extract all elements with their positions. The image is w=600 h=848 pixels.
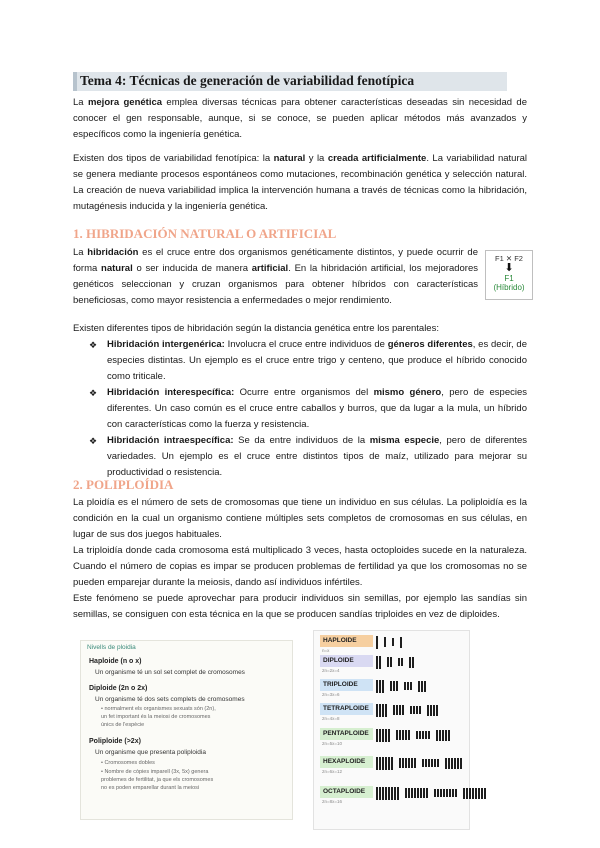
- chromosome: [445, 758, 447, 769]
- poliploide-bullet: • Cromosomes dobles: [101, 760, 155, 766]
- chromosome: [442, 730, 444, 741]
- chromosome: [390, 681, 392, 691]
- poliploide-bullet: problemes de fertilitat, ja que els cromosomes: [101, 777, 214, 783]
- chromosome: [392, 638, 394, 646]
- chromosome: [405, 788, 407, 798]
- chromosome: [428, 759, 430, 767]
- page-title: Tema 4: Técnicas de generación de variabilidad fenotípica: [80, 73, 415, 88]
- chromosome-row-hexaploide: [376, 756, 465, 770]
- chromosome: [460, 758, 462, 769]
- chromosome-group: [390, 681, 398, 691]
- chromosome: [394, 787, 396, 800]
- hibridacion-types-intro: Existen diferentes tipos de hibridación según la distancia genética entre los parentales:: [73, 323, 439, 334]
- chromosome: [426, 788, 428, 798]
- chromosome: [425, 731, 427, 739]
- chromosome: [449, 789, 451, 797]
- title-accent: [73, 72, 77, 91]
- chromosome: [439, 730, 441, 741]
- chromosome: [410, 706, 412, 714]
- chromosome: [391, 757, 393, 770]
- chromosome: [443, 789, 445, 797]
- chromosome: [414, 788, 416, 798]
- chromosome: [408, 758, 410, 768]
- chromosome: [396, 681, 398, 691]
- list-item: ❖ Hibridación interespecífica: Ocurre entre organismos del mismo género, pero de especies diferentes. Un caso común es el cruce entre caballos y burros, que da lugar a la mula, un híbrido con características como la fuerza y resistencia.: [89, 387, 527, 430]
- chromosome: [387, 657, 389, 667]
- chromosome: [420, 788, 422, 798]
- ploidy-label-diploide: DIPLOIDE: [320, 655, 373, 667]
- ploidy-sub-pentaploide: 2n=5x=10: [322, 741, 343, 746]
- ploidy-label-octaploide: OCTAPLOIDE: [320, 786, 373, 798]
- chromosome: [436, 730, 438, 741]
- chromosome-group: [396, 730, 410, 740]
- chromosome: [385, 787, 387, 800]
- chromosome: [376, 680, 378, 693]
- chromosome: [430, 705, 432, 716]
- diamond-bullet-icon: ❖: [89, 436, 98, 446]
- diploide-bullet: únics de l'espècie: [101, 722, 145, 728]
- chromosome: [478, 788, 480, 799]
- chromosome: [382, 704, 384, 717]
- chromosome: [434, 759, 436, 767]
- chromosome: [424, 681, 426, 692]
- chromosome: [433, 705, 435, 716]
- chromosome: [398, 658, 400, 666]
- poliploide-title: Poliploide (>2x): [89, 738, 141, 745]
- chromosome: [393, 681, 395, 691]
- section-heading-hibridacion: 1. HIBRIDACIÓN NATURAL O ARTIFICIAL: [73, 226, 337, 241]
- chromosome: [419, 731, 421, 739]
- ploidy-label-pentaploide: PENTAPLOIDE: [320, 728, 373, 740]
- chromosome-group: [399, 758, 416, 768]
- chromosome: [384, 637, 386, 647]
- chromosome: [431, 759, 433, 767]
- chromosome-group: [445, 758, 462, 769]
- chromosome: [382, 787, 384, 800]
- chromosome: [437, 789, 439, 797]
- ploidy-sub-hexaploide: 2n=6x=12: [322, 769, 343, 774]
- chromosome: [376, 729, 378, 742]
- chromosome-row-triploide: [376, 679, 429, 693]
- chromosome: [376, 757, 378, 770]
- chromosome: [379, 787, 381, 800]
- chromosome: [423, 788, 425, 798]
- ploidy-sub-haploide: n=x: [322, 648, 330, 653]
- chromosome-group: [427, 705, 438, 716]
- chromosome-group: [392, 638, 394, 646]
- chromosome: [408, 788, 410, 798]
- ploidy-label-hexaploide: HEXAPLOIDE: [320, 756, 373, 768]
- chromosome-group: [405, 788, 428, 798]
- chromosome: [385, 704, 387, 717]
- ploidy-label-tetraploide: TETRAPLOIDE: [320, 703, 373, 715]
- chromosome-row-tetraploide: [376, 703, 441, 717]
- chromosome: [379, 729, 381, 742]
- chromosome-group: [387, 657, 392, 667]
- chromosome-group: [410, 706, 421, 714]
- chromosome: [390, 657, 392, 667]
- chromosome: [410, 682, 412, 690]
- diploide-title: Diploide (2n o 2x): [89, 685, 148, 692]
- chromosome: [451, 758, 453, 769]
- down-arrow-icon: ⬇: [504, 262, 514, 274]
- diploide-bullet: • normalment els organismes sexuats són (2n),: [101, 706, 216, 712]
- chromosome: [484, 788, 486, 799]
- chromosome-group: [376, 704, 387, 717]
- chromosome-group: [376, 656, 381, 669]
- chromosome-row-diploide: [376, 655, 417, 669]
- chromosome: [399, 705, 401, 715]
- list-item: ❖ Hibridación intraespecífica: Se da entre individuos de la misma especie, pero de diferentes variedades. Un ejemplo es el cruce entre distintos tipos de maíz, utilizado para mejorar su productividad o resistencia.: [89, 435, 528, 478]
- chromosome: [379, 757, 381, 770]
- list-item: ❖ Hibridación intergenérica: Involucra el cruce entre individuos de géneros diferentes, es decir, de especies distintas. Un ejemplo es el cruce entre trigo y centeno, que produce el híbrido conocido como triticale.: [89, 339, 527, 382]
- chromosome: [376, 636, 378, 649]
- ploidy-chromosome-figure: [313, 630, 470, 830]
- chromosome: [481, 788, 483, 799]
- chromosome: [388, 757, 390, 770]
- chromosome: [393, 705, 395, 715]
- chromosome: [427, 705, 429, 716]
- chromosome: [379, 656, 381, 669]
- haploide-desc: Un organisme té un sol set complet de cromosomes: [95, 669, 245, 676]
- hibridacion-types-list: [89, 337, 528, 481]
- chromosome: [437, 759, 439, 767]
- chromosome: [463, 788, 465, 799]
- chromosome: [436, 705, 438, 716]
- chromosome: [405, 730, 407, 740]
- chromosome: [382, 729, 384, 742]
- chromosome: [396, 730, 398, 740]
- chromosome: [385, 729, 387, 742]
- hybrid-cross-diagram: [485, 250, 533, 300]
- chromosome: [407, 682, 409, 690]
- figure-heading: Nivells de ploidia: [87, 644, 136, 651]
- cross-offspring-sub: (Híbrido): [493, 283, 525, 292]
- chromosome: [475, 788, 477, 799]
- diamond-bullet-icon: ❖: [89, 340, 98, 350]
- chromosome: [405, 758, 407, 768]
- chromosome: [445, 730, 447, 741]
- chromosome-group: [376, 680, 384, 693]
- chromosome: [419, 706, 421, 714]
- cross-offspring-label: F1: [504, 274, 514, 283]
- chromosome: [416, 731, 418, 739]
- chromosome: [418, 681, 420, 692]
- chromosome-group: [398, 658, 403, 666]
- chromosome: [434, 789, 436, 797]
- chromosome: [402, 705, 404, 715]
- chromosome-group: [376, 787, 399, 800]
- intro-paragraph-1: La mejora genética emplea diversas técnicas para obtener características deseadas sin necesidad de conocer el gen responsable, aunque, si se conoce, se pueden aplicar métodos más avanzados y específicos como la ingeniería genética.: [73, 97, 527, 140]
- chromosome-group: [422, 759, 439, 767]
- chromosome: [399, 758, 401, 768]
- chromosome-group: [384, 637, 386, 647]
- chromosome: [379, 704, 381, 717]
- section-heading-poliploidia: 2. POLIPLOÍDIA: [73, 477, 174, 492]
- chromosome: [400, 637, 402, 648]
- poliploidia-paragraph-3: Este fenómeno se puede aprovechar para producir individuos sin semillas, por ejemplo las sandías sin semillas, se consiguen con esta técnica en la que se producen sandías triploides en vez de diploides.: [73, 593, 527, 620]
- chromosome-row-haploide: [376, 635, 405, 649]
- chromosome: [422, 731, 424, 739]
- chromosome: [422, 759, 424, 767]
- chromosome: [417, 788, 419, 798]
- chromosome: [455, 789, 457, 797]
- chromosome: [391, 787, 393, 800]
- chromosome: [448, 730, 450, 741]
- chromosome: [397, 787, 399, 800]
- chromosome: [440, 789, 442, 797]
- ploidy-label-haploide: HAPLOIDE: [320, 635, 373, 647]
- chromosome: [376, 656, 378, 669]
- chromosome: [413, 706, 415, 714]
- poliploide-bullet: • Nombre de còpies imparell (3x, 5x) genera: [101, 769, 209, 775]
- chromosome: [399, 730, 401, 740]
- chromosome: [376, 787, 378, 800]
- haploide-title: Haploide (n o x): [89, 658, 142, 665]
- poliploide-bullet: no es poden emparellar durant la meiosi: [101, 785, 200, 791]
- diamond-bullet-icon: ❖: [89, 388, 98, 398]
- chromosome: [408, 730, 410, 740]
- chromosome-group: [409, 657, 414, 668]
- hibridacion-paragraph: La hibridación es el cruce entre dos organismos genéticamente distintos, y puede ocurrir de forma natural o ser inducida de manera artificial. En la hibridación artificial, los mejoradores genéticos seleccionan y cruzan organismos para obtener híbridos con características beneficiosas, como mayor resistencia a enfermedades o mejor rendimiento.: [73, 247, 478, 306]
- chromosome: [472, 788, 474, 799]
- chromosome: [416, 706, 418, 714]
- chromosome: [428, 731, 430, 739]
- chromosome: [402, 758, 404, 768]
- cross-parents-label: F1 ✕ F2: [495, 254, 523, 263]
- diploide-bullet: un fet important és la meiosi de cromosomes: [101, 714, 211, 720]
- chromosome-group: [393, 705, 404, 715]
- chromosome: [421, 681, 423, 692]
- chromosome: [454, 758, 456, 769]
- ploidy-sub-tetraploide: 2n=4x=8: [322, 716, 340, 721]
- chromosome: [382, 680, 384, 693]
- chromosome: [457, 758, 459, 769]
- poliploidia-paragraph-1: La ploidía es el número de sets de cromosomas que tiene un individuo en sus células. La poliploidía es la condición en la cual un organismo contiene múltiples sets completos de cromosomas en sus células, en lugar de sus dos juegos habituales.: [73, 497, 527, 540]
- chromosome: [382, 757, 384, 770]
- chromosome: [412, 657, 414, 668]
- chromosome: [376, 704, 378, 717]
- chromosome: [466, 788, 468, 799]
- ploidy-sub-diploide: 2n=2x=4: [322, 668, 340, 673]
- chromosome-group: [434, 789, 457, 797]
- ploidy-levels-figure: [80, 640, 293, 820]
- intro-paragraph-2: Existen dos tipos de variabilidad fenotípica: la natural y la creada artificialmente. La variabilidad natural se genera mediante procesos espontáneos como mutaciones, recombinación genética y selección natural. La creación de nueva variabilidad implica la intervención humana a través de técnicas como la hibridación, mutagénesis inducida y la ingeniería genética.: [73, 153, 528, 212]
- chromosome: [414, 758, 416, 768]
- chromosome: [469, 788, 471, 799]
- poliploidia-paragraph-2: La triploidía donde cada cromosoma está multiplicado 3 veces, hasta octoploides sucede en la naturaleza. Cuando el número de copias es impar se producen problemas de fertilidad ya que los cromosomas no se pueden emparejar durante la meiosis, dando así individuos infértiles.: [73, 545, 527, 588]
- chromosome: [396, 705, 398, 715]
- chromosome: [404, 682, 406, 690]
- chromosome-group: [418, 681, 426, 692]
- chromosome-group: [376, 757, 393, 770]
- chromosome: [452, 789, 454, 797]
- chromosome-group: [376, 729, 390, 742]
- poliploide-desc: Un organisme que presenta poliploidia: [95, 749, 206, 756]
- chromosome-group: [416, 731, 430, 739]
- chromosome: [411, 788, 413, 798]
- chromosome: [409, 657, 411, 668]
- chromosome-row-pentaploide: [376, 728, 453, 742]
- ploidy-sub-triploide: 2n=3x=6: [322, 692, 340, 697]
- chromosome: [402, 730, 404, 740]
- chromosome: [388, 729, 390, 742]
- chromosome: [411, 758, 413, 768]
- chromosome-group: [436, 730, 450, 741]
- chromosome-row-octaploide: [376, 786, 489, 800]
- chromosome-group: [404, 682, 412, 690]
- chromosome: [401, 658, 403, 666]
- chromosome: [379, 680, 381, 693]
- chromosome: [385, 757, 387, 770]
- ploidy-sub-octaploide: 2n=8x=16: [322, 799, 343, 804]
- chromosome-group: [400, 637, 402, 648]
- chromosome-group: [463, 788, 486, 799]
- diploide-desc: Un organisme té dos sets complets de cromosomes: [95, 696, 245, 703]
- ploidy-label-triploide: TRIPLOIDE: [320, 679, 373, 691]
- chromosome: [388, 787, 390, 800]
- chromosome: [425, 759, 427, 767]
- chromosome-group: [376, 636, 378, 649]
- chromosome: [446, 789, 448, 797]
- chromosome: [448, 758, 450, 769]
